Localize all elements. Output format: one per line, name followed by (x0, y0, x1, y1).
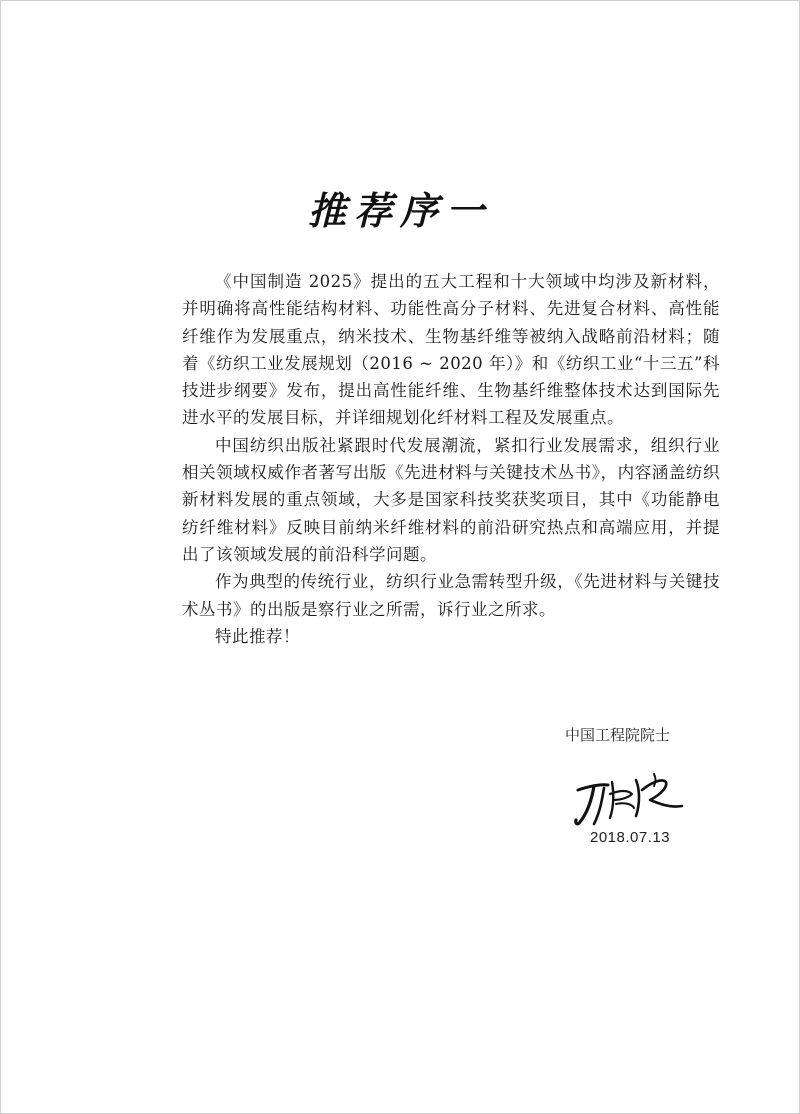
preface-body (182, 268, 720, 650)
handwritten-signature (570, 760, 690, 832)
paragraph-3: 作为典型的传统行业，纺织行业急需转型升级，《先进材料与关键技术丛书》的出版是察行业之所需，诉行业之所求。 (182, 572, 720, 619)
page-title: 推荐序一 (307, 189, 492, 233)
author-affiliation: 中国工程院院士 (565, 726, 671, 744)
closing-line: 特此推荐！ (215, 626, 300, 646)
paragraph-2: 中国纺织出版社紧跟时代发展潮流，紧扣行业发展需求，组织行业相关领域权威作者著写出版《先进材料与关键技术丛书》，内容涵盖纺织新材料发展的重点领域，大多是国家科技奖获奖项目，其中《功能静电纺纤维材料》反映目前纳米纤维材料的前沿研究热点和高端应用，并提出了该领域发展的前沿科学问题。 (182, 435, 720, 564)
paragraph-1: 《中国制造 2025》提出的五大工程和十大领域中均涉及新材料，并明确将高性能结构材料、功能性高分子材料、先进复合材料、高性能纤维作为发展重点，纳米技术、生物基纤维等被纳入战略前沿材料；随着《纺织工业发展规划（2016 ~ 2020 年）》和《纺织工业“十三五”科技进步纲要》发布，提出高性能纤维、生物基纤维整体技术达到国际先进水平的发展目标，并详细规划化纤材料工程及发展重点。 (182, 272, 720, 428)
signature-date: 2018.07.13 (590, 829, 671, 846)
